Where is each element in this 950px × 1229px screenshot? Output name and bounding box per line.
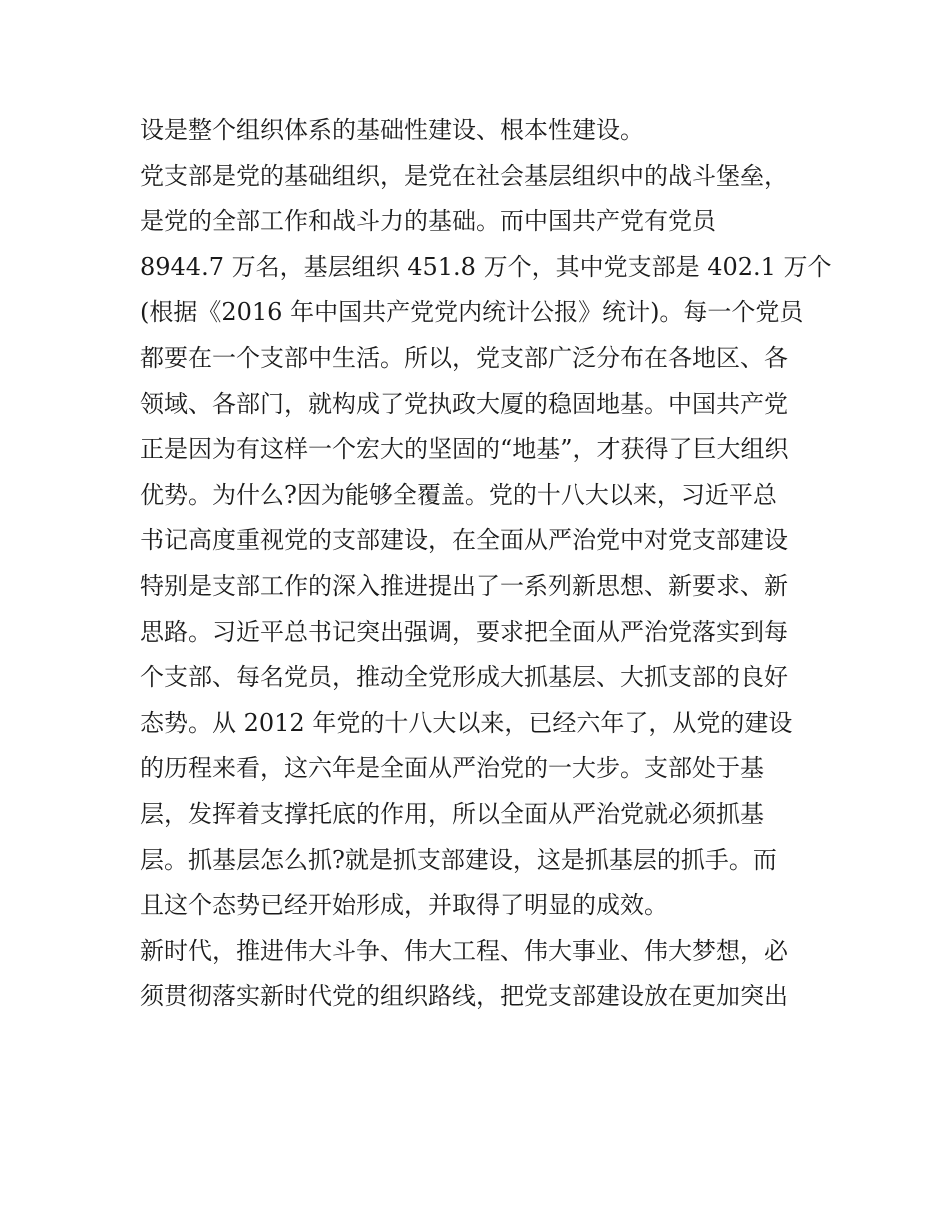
text-line-9: 优势。为什么?因为能够全覆盖。党的十八大以来，习近平总 — [140, 480, 777, 509]
text-line-7: 领域、各部门，就构成了党执政大厦的稳固地基。中国共产党 — [140, 389, 788, 418]
text-line-2: 党支部是党的基础组织，是党在社会基层组织中的战斗堡垒， — [140, 161, 788, 190]
text-line-12: 思路。习近平总书记突出强调，要求把全面从严治党落实到每 — [140, 617, 788, 646]
text-line-16: 层，发挥着支撑托底的作用，所以全面从严治党就必须抓基 — [140, 799, 764, 828]
text-line-11: 特别是支部工作的深入推进提出了一系列新思想、新要求、新 — [140, 571, 788, 600]
text-line-15: 的历程来看，这六年是全面从严治党的一大步。支部处于基 — [140, 754, 764, 783]
text-line-17: 层。抓基层怎么抓?就是抓支部建设，这是抓基层的抓手。而 — [140, 845, 777, 874]
text-line-5: (根据《2016 年中国共产党党内统计公报》统计)。每一个党员 — [140, 298, 804, 327]
body-text — [140, 108, 832, 1020]
text-line-10: 书记高度重视党的支部建设，在全面从严治党中对党支部建设 — [140, 526, 788, 555]
text-line-13: 个支部、每名党员，推动全党形成大抓基层、大抓支部的良好 — [140, 663, 788, 692]
text-line-1: 设是整个组织体系的基础性建设、根本性建设。 — [140, 116, 644, 144]
text-line-18: 且这个态势已经开始形成，并取得了明显的成效。 — [140, 891, 668, 920]
text-line-3: 是党的全部工作和战斗力的基础。而中国共产党有党员 — [140, 207, 716, 236]
text-line-4: 8944.7 万名，基层组织 451.8 万个，其中党支部是 402.1 万个 — [140, 252, 832, 281]
text-line-20: 须贯彻落实新时代党的组织路线，把党支部建设放在更加突出 — [140, 982, 788, 1011]
text-line-14: 态势。从 2012 年党的十八大以来，已经六年了，从党的建设 — [140, 708, 793, 737]
text-line-19: 新时代，推进伟大斗争、伟大工程、伟大事业、伟大梦想，必 — [140, 936, 788, 965]
text-line-6: 都要在一个支部中生活。所以，党支部广泛分布在各地区、各 — [140, 343, 788, 372]
text-line-8: 正是因为有这样一个宏大的坚固的“地基”，才获得了巨大组织 — [140, 435, 789, 464]
